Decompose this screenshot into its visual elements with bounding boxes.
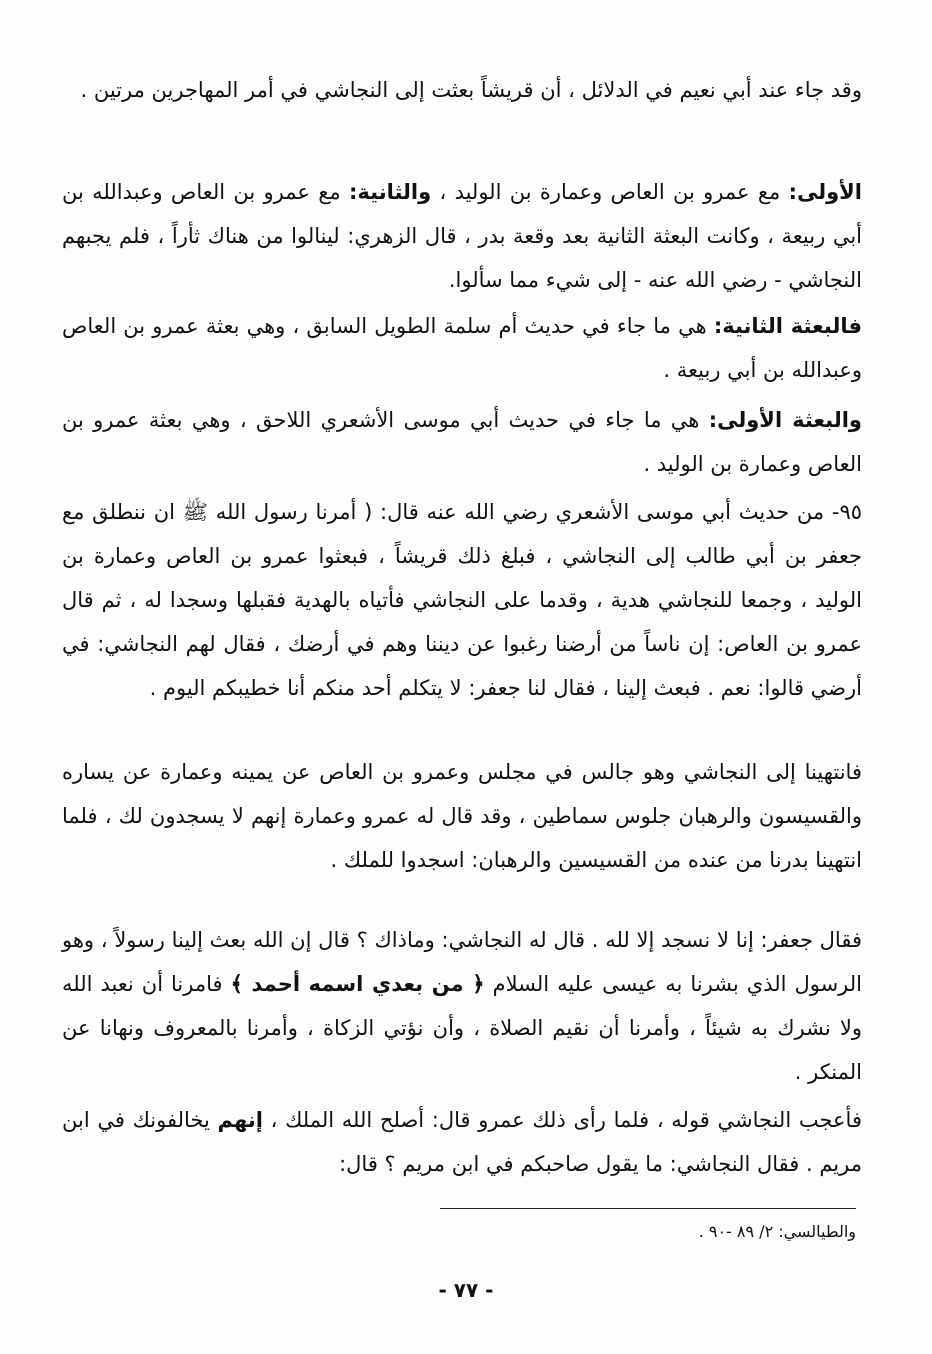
paragraph-najashi-reaction-bold: إنهم [217, 1108, 263, 1132]
paragraph-arrival-text: فانتهينا إلى النجاشي وهو جالس في مجلس وعمرو بن العاص عن يمينه وعمارة عن يساره والقسيسون والرهبان جلوس سماطين ، وقد قال له عمرو وعمارة إنهم لا يسجدون لك ، فلما انتهينا بدرنا من عنده من القسيسين والرهبان: اسجدوا للملك . [62, 760, 862, 872]
paragraph-first-text: مع عمرو بن العاص وعمارة بن الوليد ، [431, 180, 789, 204]
paragraph-first-and-second [62, 170, 862, 302]
footnote: والطيالسي: ٢/ ٨٩ -٩٠ . [698, 1222, 856, 1241]
paragraph-jafar-speech-text-1: فقال جعفر: إنا لا نسجد إلا لله . قال له النجاشي: وماذاك ؟ قال إن الله بعث إلينا رسولاً ، وهو الرسول الذي بشرنا به عيسى عليه السلام [62, 928, 862, 996]
paragraph-najashi-reaction-text-1: فأعجب النجاشي قوله ، فلما رأى ذلك عمرو قال: أصلح الله الملك ، [262, 1108, 862, 1132]
paragraph-arrival [62, 750, 862, 882]
quran-quote: ﴿ من بعدي اسمه أحمد ﴾ [230, 972, 485, 996]
footnote-divider [440, 1208, 856, 1209]
label-first-mission: والبعثة الأولى: [708, 408, 862, 432]
paragraph-second-mission-text: هي ما جاء في حديث أم سلمة الطويل السابق ، وهي بعثة عمرو بن العاص وعبدالله بن أبي ربيعة . [62, 314, 862, 382]
label-second-mission: فالبعثة الثانية: [713, 314, 862, 338]
paragraph-jafar-speech [62, 918, 862, 1094]
paragraph-jafar-speech-text-2: فامرنا أن نعبد الله ولا نشرك به شيئاً ، وأمرنا أن نقيم الصلاة ، وأن نؤتي الزكاة ، وأمرنا بالمعروف ونهانا عن المنكر . [62, 972, 862, 1084]
label-first: الأولى: [788, 180, 862, 204]
paragraph-intro-text: وقد جاء عند أبي نعيم في الدلائل ، أن قريشاً بعثت إلى النجاشي في أمر المهاجرين مرتين . [80, 78, 862, 102]
paragraph-second-mission [62, 304, 862, 392]
paragraph-hadith-95-text: ٩٥- من حديث أبي موسى الأشعري رضي الله عنه قال: ( أمرنا رسول الله ﷺ ان ننطلق مع جعفر بن أبي طالب إلى النجاشي ، فبلغ ذلك قريشاً ، فبعثوا عمرو بن العاص وعمارة بن الوليد ، وجمعا للنجاشي هدية ، وقدما على النجاشي فأتياه بالهدية فقبلها وسجدا له ، ثم قال عمرو بن العاص: إن ناساً من أرضنا رغبوا عن ديننا وهم في أرضك ، فقال لهم النجاشي: في أرضي قالوا: نعم . فبعث إلينا ، فقال لنا جعفر: لا يتكلم أحد منكم أنا خطيبكم اليوم . [62, 500, 862, 700]
paragraph-hadith-95 [62, 490, 862, 710]
paragraph-najashi-reaction-text-2: يخالفونك في ابن مريم . فقال النجاشي: ما يقول صاحبكم في ابن مريم ؟ قال: [62, 1108, 862, 1176]
label-second: والثانية: [348, 180, 432, 204]
paragraph-najashi-reaction [62, 1098, 862, 1186]
paragraph-first-mission [62, 398, 862, 486]
paragraph-first-mission-text: هي ما جاء في حديث أبي موسى الأشعري اللاحق ، وهي بعثة عمرو بن العاص وعمارة بن الوليد . [62, 408, 862, 476]
paragraph-intro [62, 68, 862, 112]
paragraph-second-text: مع عمرو بن العاص وعبدالله بن أبي ربيعة ، وكانت البعثة الثانية بعد وقعة بدر ، قال الزهري: لينالوا من هناك ثأراً ، فلم يجبهم النجاشي - رضي الله عنه - إلى شيء مما سألوا. [62, 180, 862, 292]
page-number: - ٧٧ - [438, 1278, 494, 1302]
